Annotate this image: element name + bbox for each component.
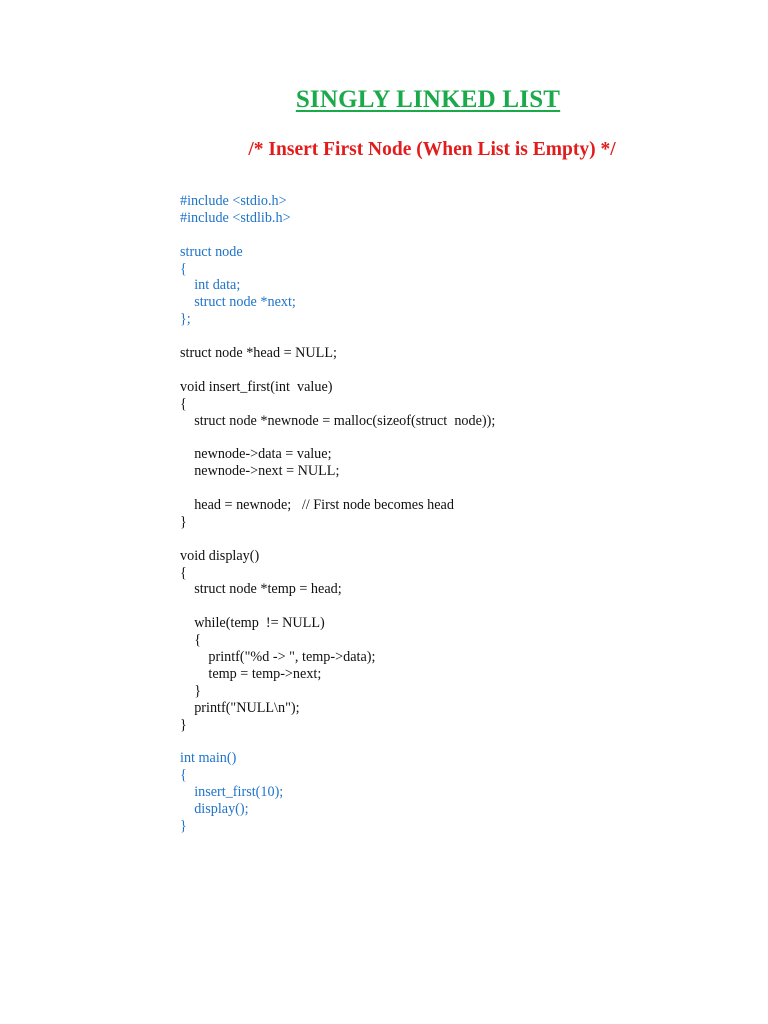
code-blank-line: [180, 598, 495, 615]
code-blank-line: [180, 227, 495, 244]
code-line: newnode->data = value;: [180, 446, 332, 463]
code-line: temp = temp->next;: [180, 665, 322, 682]
code-line: void insert_first(int value): [180, 378, 333, 395]
code-line: display();: [180, 801, 249, 818]
code-line: {: [180, 767, 187, 784]
code-line: struct node *newnode = malloc(sizeof(struct node));: [180, 412, 496, 429]
code-line: #include <stdio.h>: [180, 193, 287, 209]
code-line: struct node *head = NULL;: [180, 345, 337, 362]
code-line: }: [180, 513, 187, 530]
code-line: printf("NULL\n");: [180, 699, 300, 716]
code-line: printf("%d -> ", temp->data);: [180, 649, 376, 666]
code-blank-line: [180, 480, 495, 497]
code-line: #include <stdlib.h>: [180, 209, 291, 226]
code-line: void display(): [180, 547, 260, 564]
code-line: {: [180, 260, 187, 277]
code-line: }: [180, 716, 187, 733]
code-line: insert_first(10);: [180, 784, 284, 801]
code-blank-line: [180, 328, 495, 345]
code-blank-line: [180, 362, 495, 379]
code-line: {: [180, 395, 187, 412]
code-line: struct node: [180, 243, 243, 260]
code-blank-line: [180, 531, 495, 548]
code-line: newnode->next = NULL;: [180, 463, 340, 480]
document-subtitle: /* Insert First Node (When List is Empty) */: [248, 139, 616, 160]
code-line: {: [180, 632, 201, 649]
code-block: [180, 193, 495, 835]
code-blank-line: [180, 429, 495, 446]
code-line: while(temp != NULL): [180, 615, 325, 632]
document-title: SINGLY LINKED LIST: [295, 86, 561, 113]
code-line: int main(): [180, 750, 237, 767]
code-line: {: [180, 564, 187, 581]
code-line: }: [180, 817, 187, 834]
code-line: }: [180, 682, 201, 699]
code-line: };: [180, 311, 191, 328]
code-line: struct node *next;: [180, 294, 296, 311]
code-blank-line: [180, 734, 495, 751]
code-line: int data;: [180, 277, 241, 294]
code-line: head = newnode; // First node becomes head: [180, 497, 454, 514]
code-line: struct node *temp = head;: [180, 581, 342, 598]
